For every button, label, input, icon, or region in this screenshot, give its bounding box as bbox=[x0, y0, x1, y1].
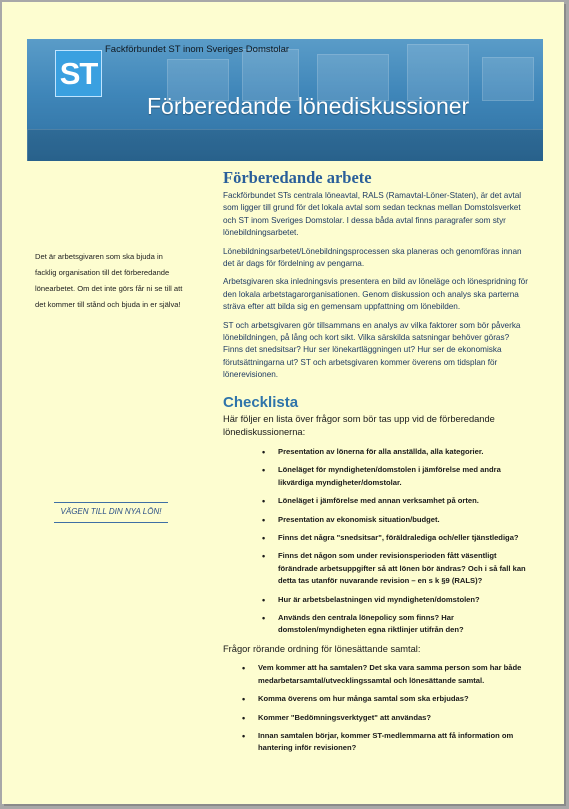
banner-decoration bbox=[482, 57, 534, 101]
list-item: • Innan samtalen börjar, kommer ST-medlemmarna att få information om hantering inför revisionen? bbox=[258, 730, 528, 755]
list-item: • Presentation av ekonomisk situation/budget. bbox=[278, 514, 528, 526]
talks-intro: Frågor rörande ordning för lönesättande samtal: bbox=[223, 643, 421, 654]
list-item: • Hur är arbetsbelastningen vid myndigheten/domstolen? bbox=[278, 594, 528, 606]
section-heading-preparation: Förberedande arbete bbox=[223, 168, 372, 187]
main-content bbox=[223, 168, 528, 761]
paragraph: ST och arbetsgivaren gör tillsammans en analys av vilka faktorer som bör påverka lönebildningen, på lång och kort sikt. Vilka särskilda satsningar behöver göras? Finns det snedsitsar? Hur ser lönekartläggningen ut? Hur ser de ekonomiska förutsättningarna ut? ST och arbetsgivaren kommer överens om tidsplan för lönerevisionen. bbox=[223, 320, 521, 380]
document-page bbox=[2, 2, 564, 804]
list-item: • Används den centrala lönepolicy som finns? Har domstolen/myndigheten egna riktlinjer utifrån den? bbox=[278, 612, 528, 637]
paragraph: Arbetsgivaren ska inledningsvis presentera en bild av löneläge och lönespridning för den lokala arbetstagarorganisationen. Genom diskussion och analys ska parterna sträva efter att bilda sig en gemensam uppfattning om lönebilden. bbox=[223, 277, 528, 312]
list-item: • Löneläget i jämförelse med annan verksamhet på orten. bbox=[278, 495, 528, 507]
checklist bbox=[278, 446, 528, 637]
talks-list bbox=[258, 662, 528, 754]
list-item: • Finns det några "snedsitsar", föräldralediga och/eller tjänstlediga? bbox=[278, 532, 528, 544]
st-logo: ST bbox=[55, 50, 102, 97]
checklist-intro: Här följer en lista över frågor som bör tas upp vid de förberedande lönediskussionerna: bbox=[223, 413, 495, 438]
organization-name: Fackförbundet ST inom Sveriges Domstolar bbox=[105, 44, 290, 55]
paragraph: Fackförbundet STs centrala löneavtal, RALS (Ramavtal-Löner-Staten), är det avtal som ligger till grund för det lokala avtal som sedan tecknas mellan Domstolsverket och ST inom Sveriges Domstolar. I dessa båda avtal finns paragrafer som styr lönebildningsarbetet. bbox=[223, 191, 522, 238]
section-heading-checklist: Checklista bbox=[223, 393, 299, 411]
paragraph: Lönebildningsarbetet/Lönebildningsprocessen ska planeras och genomföras innan det är dags för fördelning av pengarna. bbox=[223, 246, 522, 269]
list-item: • Komma överens om hur många samtal som ska erbjudas? bbox=[258, 693, 528, 705]
header-banner bbox=[27, 39, 543, 161]
list-item: • Presentation av lönerna för alla anställda, alla kategorier. bbox=[278, 446, 528, 458]
list-item: • Vem kommer att ha samtalen? Det ska vara samma person som har både medarbetarsamtal/utvecklingssamtal och lönesättande samtal. bbox=[258, 662, 528, 687]
list-item: • Kommer "Bedömningsverktyget" att användas? bbox=[258, 712, 528, 724]
callout-box: VÄGEN TILL DIN NYA LÖN! bbox=[54, 502, 168, 523]
list-item: • Löneläget för myndigheten/domstolen i jämförelse med andra likvärdiga myndigheter/domstolar. bbox=[278, 464, 528, 489]
list-item: • Finns det någon som under revisionsperioden fått väsentligt förändrade arbetsuppgifter så att lönen bör ändras? Och i så fall kan detta tas utanför nuvarande revision – en s k §9 (RALS)? bbox=[278, 550, 528, 587]
banner-decoration bbox=[27, 129, 543, 161]
sidebar-note: Det är arbetsgivaren som ska bjuda in facklig organisation till det förberedande lönearbetet. Om det inte görs får ni se till att det kommer till stånd och bjuda in er själva! bbox=[35, 252, 183, 309]
page-title: Förberedande lönediskussioner bbox=[147, 93, 470, 119]
